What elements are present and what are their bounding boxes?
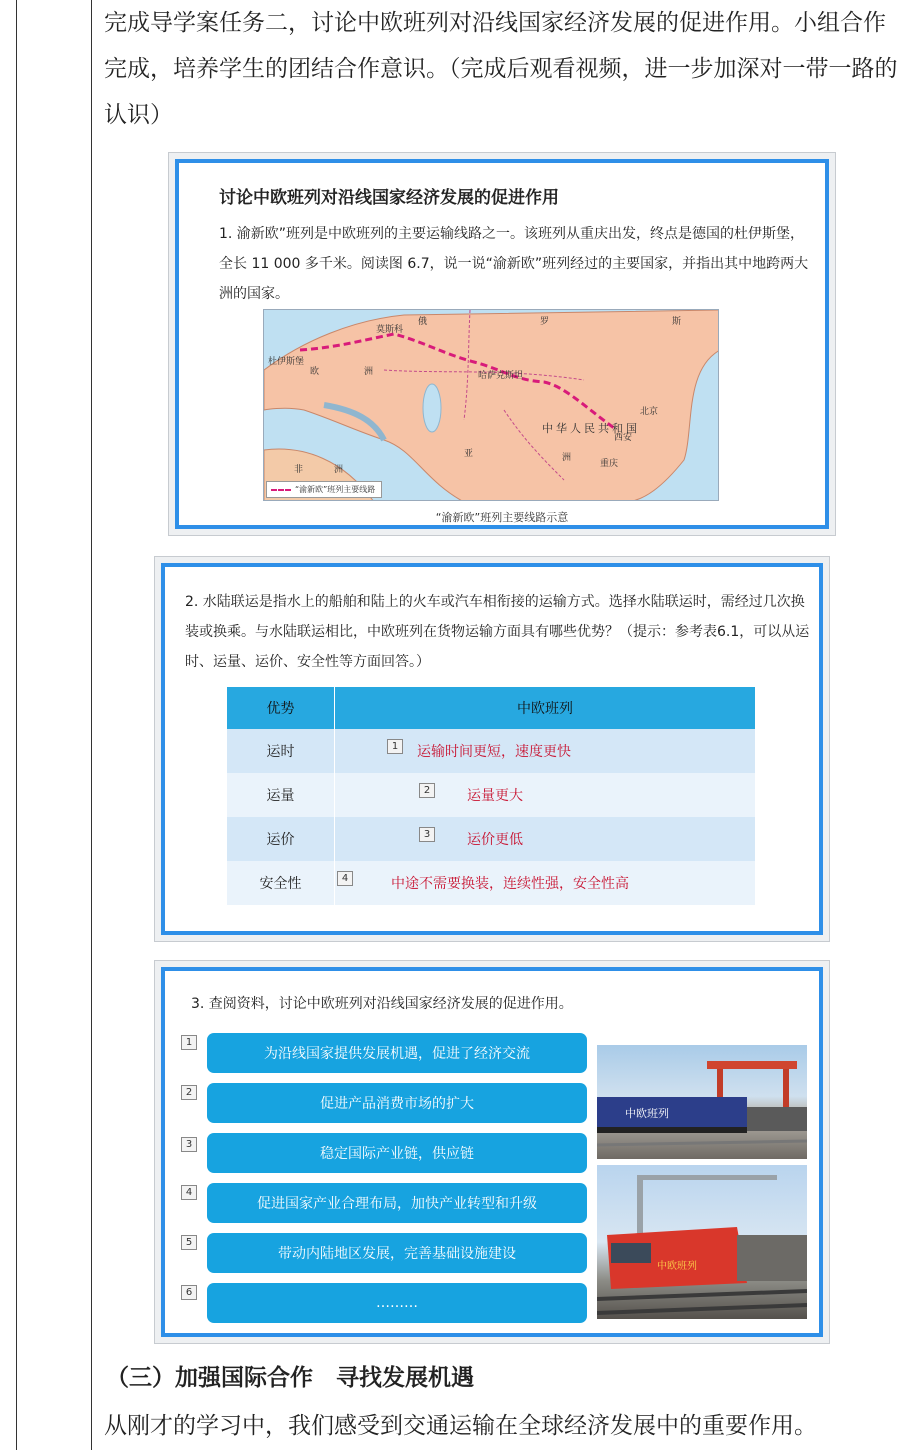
map-label-xian: 西安 xyxy=(614,433,633,443)
item-number-badge: 2 xyxy=(181,1085,197,1100)
closing-paragraph: 从刚才的学习中，我们感受到交通运输在全球经济发展中的重要作用。 xyxy=(104,1413,817,1439)
effect-item xyxy=(207,1183,587,1223)
row-label: 安全性 xyxy=(227,861,335,905)
locomotive-lettering: 中欧班列 xyxy=(657,1261,697,1272)
effect-item xyxy=(207,1133,587,1173)
effect-item-label: 稳定国际产业链，供应链 xyxy=(320,1146,474,1162)
freight-terminal-graphic xyxy=(597,1045,807,1159)
map-label-africa-1: 非 xyxy=(294,465,304,475)
table-row xyxy=(227,773,755,817)
map-label-moscow: 莫斯科 xyxy=(376,325,404,335)
row-value-cell xyxy=(335,729,755,773)
effect-item-label: 促进国家产业合理布局，加快产业转型和升级 xyxy=(257,1196,537,1212)
effect-item xyxy=(207,1083,587,1123)
item-number-badge: 1 xyxy=(181,1035,197,1050)
row-answer: 中途不需要换装，连续性强，安全性高 xyxy=(391,876,629,892)
slide-question-1: 1. 渝新欧”班列是中欧班列的主要运输线路之一。该班列从重庆出发，终点是德国的杜伊斯堡，全长 11 000 多千米。阅读图 6.7，说一说“渝新欧”班列经过的主要国家，并指出其中地跨两大洲的国家。 xyxy=(219,226,809,302)
table-row xyxy=(227,817,755,861)
table-header-train: 中欧班列 xyxy=(517,701,573,717)
photo-freight-terminal xyxy=(597,1045,807,1159)
effect-item-label: 为沿线国家提供发展机遇，促进了经济交流 xyxy=(264,1046,530,1062)
row-number-badge: 3 xyxy=(419,827,435,842)
effect-item xyxy=(207,1283,587,1323)
row-answer: 运输时间更短，速度更快 xyxy=(417,744,571,760)
locomotive-graphic xyxy=(597,1165,807,1319)
map-legend: “渝新欧”班列主要线路 xyxy=(266,481,382,498)
row-number-badge: 1 xyxy=(387,739,403,754)
table-row xyxy=(227,861,755,905)
map-label-kazakhstan: 哈萨克斯坦 xyxy=(478,371,524,381)
effect-item-label: ……… xyxy=(376,1295,418,1311)
advantage-table xyxy=(227,687,755,905)
map-label-europe-2: 洲 xyxy=(364,367,374,377)
intro-paragraph: 完成导学案任务二，讨论中欧班列对沿线国家经济发展的促进作用。小组合作完成，培养学生的团结合作意识。（完成后观看视频，进一步加深对一带一路的认识） xyxy=(104,10,898,128)
row-number-badge: 4 xyxy=(337,871,353,886)
map-label-russia-1: 俄 xyxy=(418,317,428,327)
slide-advantages xyxy=(154,556,830,942)
row-number-badge: 2 xyxy=(419,783,435,798)
table-header-row xyxy=(227,687,755,729)
photo-locomotive xyxy=(597,1165,807,1319)
map-label-beijing: 北京 xyxy=(640,407,659,417)
row-label: 运量 xyxy=(227,773,335,817)
map-label-duisburg: 杜伊斯堡 xyxy=(268,357,305,367)
effect-item-label: 促进产品消费市场的扩大 xyxy=(320,1096,474,1112)
row-value-cell xyxy=(335,817,755,861)
table-header-advantage: 优势 xyxy=(227,687,335,729)
row-value-cell xyxy=(335,861,755,905)
table-border-left xyxy=(16,0,17,1450)
map-label-africa-2: 洲 xyxy=(334,465,344,475)
row-label: 运价 xyxy=(227,817,335,861)
section-heading: （三）加强国际合作 寻找发展机遇 xyxy=(106,1364,474,1391)
effect-item xyxy=(207,1233,587,1273)
item-number-badge: 4 xyxy=(181,1185,197,1200)
slide-frame xyxy=(161,967,823,1337)
map-label-russia-3: 斯 xyxy=(672,317,682,327)
slide-frame xyxy=(175,159,829,529)
effect-item-label: 带动内陆地区发展，完善基础设施建设 xyxy=(278,1246,516,1262)
map-label-asia-2: 洲 xyxy=(562,453,572,463)
route-map xyxy=(263,309,719,501)
table-row xyxy=(227,729,755,773)
slide-map-task xyxy=(168,152,836,536)
row-answer: 运价更低 xyxy=(467,832,523,848)
item-number-badge: 6 xyxy=(181,1285,197,1300)
map-label-europe-1: 欧 xyxy=(310,367,320,377)
slide-promotion-effects xyxy=(154,960,830,1344)
row-label: 运时 xyxy=(227,729,335,773)
map-caption: “渝新欧”班列主要线路示意 xyxy=(435,511,569,524)
map-label-china: 中华人民共和国 xyxy=(542,422,640,435)
container-lettering: 中欧班列 xyxy=(625,1107,669,1120)
item-number-badge: 5 xyxy=(181,1235,197,1250)
row-value-cell xyxy=(335,773,755,817)
slide-frame xyxy=(161,563,823,935)
slide-question-2: 2. 水陆联运是指水上的船舶和陆上的火车或汽车相衔接的运输方式。选择水陆联运时，需经过几次换装或换乘。与水陆联运相比，中欧班列在货物运输方面具有哪些优势？（提示：参考表6.1，可以从运时、运量、运价、安全性等方面回答。） xyxy=(185,594,810,670)
item-number-badge: 3 xyxy=(181,1137,197,1152)
row-answer: 运量更大 xyxy=(467,788,523,804)
map-label-chongqing: 重庆 xyxy=(600,459,619,469)
slide-question-3: 3. 查阅资料，讨论中欧班列对沿线国家经济发展的促进作用。 xyxy=(191,996,573,1012)
map-label-asia-1: 亚 xyxy=(464,449,474,459)
slide-title: 讨论中欧班列对沿线国家经济发展的促进作用 xyxy=(219,188,559,208)
effect-item xyxy=(207,1033,587,1073)
lesson-content-cell xyxy=(92,0,922,1450)
map-label-russia-2: 罗 xyxy=(540,317,550,327)
